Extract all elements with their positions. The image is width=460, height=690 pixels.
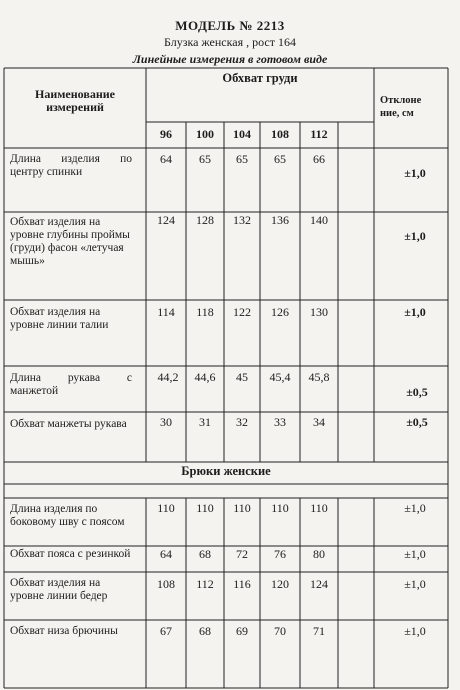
row-sleeve-length-label: Длина рукава с манжетой: [10, 372, 132, 397]
cell: 64: [160, 547, 172, 561]
size-100-header: 100: [196, 127, 214, 141]
size-104-header: 104: [233, 127, 251, 141]
row-back-length-label: Длина изделия по центру спинки: [10, 153, 132, 178]
cell: 120: [271, 577, 289, 591]
cell: 32: [236, 415, 248, 429]
cell: 72: [236, 547, 248, 561]
cell: 128: [196, 213, 214, 227]
row-bust-girth-label: Обхват изделия на уровне глубины проймы (груди) фасон «летучая мышь»: [10, 216, 130, 267]
measurement-name-header: Наименование измерений: [35, 87, 115, 114]
row-hip-girth-label: Обхват изделия на уровне линии бедер: [10, 577, 108, 602]
tolerance-cell: ±1,0: [404, 624, 426, 638]
cell: 45: [236, 370, 248, 384]
tolerance-cell: ±1,0: [404, 547, 426, 561]
cell: 64: [160, 152, 172, 166]
tolerance-cell: ±1,0: [404, 166, 426, 180]
cell: 110: [196, 501, 214, 515]
cell: 110: [271, 501, 289, 515]
cell: 122: [233, 305, 251, 319]
cell: 112: [196, 577, 214, 591]
size-108-header: 108: [271, 127, 289, 141]
product-title: Блузка женская , рост 164: [163, 35, 296, 49]
tolerance-cell: ±1,0: [404, 577, 426, 591]
size-112-header: 112: [310, 127, 328, 141]
tolerance-cell: ±1,0: [404, 229, 426, 243]
cell: 69: [236, 624, 248, 638]
cell: 66: [313, 152, 325, 166]
cell: 44,2: [157, 370, 179, 384]
cell: 130: [310, 305, 328, 319]
row-waist-girth-label: Обхват изделия на уровне линии талии: [10, 306, 109, 331]
cell: 33: [274, 415, 286, 429]
cell: 118: [196, 305, 214, 319]
cell: 68: [199, 624, 211, 638]
cell: 110: [310, 501, 328, 515]
chest-girth-header: Обхват груди: [222, 71, 298, 85]
cell: 71: [313, 624, 325, 638]
size-96-header: 96: [160, 127, 172, 141]
row-leg-opening-label: Обхват низа брючины: [10, 625, 118, 637]
row-waistband-girth-label: Обхват пояса с резинкой: [10, 548, 131, 560]
cell: 30: [160, 415, 172, 429]
cell: 116: [233, 577, 251, 591]
cell: 110: [157, 501, 175, 515]
cell: 31: [199, 415, 211, 429]
tolerance-cell: ±0,5: [406, 415, 428, 429]
cell: 68: [199, 547, 211, 561]
cell: 108: [157, 577, 175, 591]
cell: 114: [157, 305, 175, 319]
tolerance-cell: ±1,0: [404, 501, 426, 515]
cell: 45,4: [269, 370, 291, 384]
cell: 34: [313, 415, 325, 429]
cell: 140: [310, 213, 328, 227]
model-title: МОДЕЛЬ № 2213: [175, 18, 285, 33]
cell: 67: [160, 624, 172, 638]
section-trousers-title: Брюки женские: [181, 464, 271, 478]
cell: 110: [233, 501, 251, 515]
cell: 132: [233, 213, 251, 227]
tolerance-cell: ±1,0: [404, 305, 426, 319]
cell: 45,8: [308, 370, 330, 384]
measurements-subtitle: Линейные измерения в готовом виде: [132, 52, 328, 66]
cell: 76: [274, 547, 286, 561]
cell: 126: [271, 305, 289, 319]
cell: 124: [157, 213, 175, 227]
cell: 65: [274, 152, 286, 166]
cell: 65: [236, 152, 248, 166]
cell: 70: [274, 624, 286, 638]
row-side-seam-length-label: Длина изделия по боковому шву с поясом: [10, 503, 125, 528]
cell: 80: [313, 547, 325, 561]
cell: 65: [199, 152, 211, 166]
cell: 44,6: [194, 370, 216, 384]
row-cuff-girth-label: Обхват манжеты рукава: [10, 418, 127, 430]
tolerance-cell: ±0,5: [406, 385, 428, 399]
cell: 136: [271, 213, 289, 227]
tolerance-header: Отклоне ние, см: [380, 95, 422, 119]
cell: 124: [310, 577, 328, 591]
